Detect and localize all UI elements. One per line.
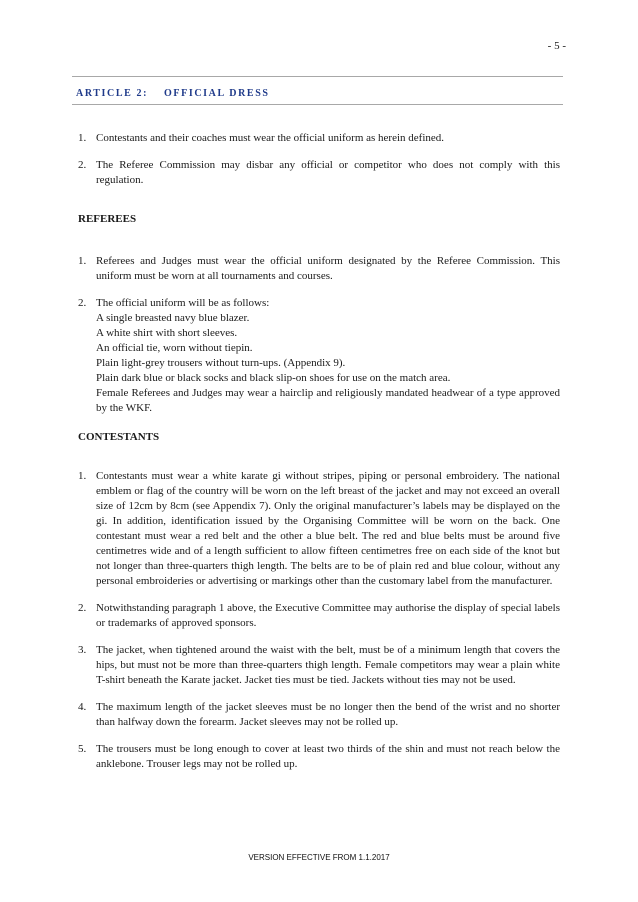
list-item: [78, 742, 560, 772]
item-text: Notwithstanding paragraph 1 above, the Executive Committee may authorise the display of special labels or trademarks of approved sponsors.: [96, 602, 560, 629]
contestants-section: [78, 469, 560, 772]
item-text: The Referee Commission may disbar any official or competitor who does not comply with this regulation.: [96, 159, 560, 186]
item-number: 1.: [78, 132, 87, 144]
page-footer: VERSION EFFECTIVE FROM 1.1.2017: [248, 853, 390, 862]
list-item: [78, 254, 560, 284]
item-number: 4.: [78, 701, 87, 713]
item-number: 1.: [78, 255, 87, 267]
item-number: 2.: [78, 602, 87, 614]
uniform-line: A white shirt with short sleeves.: [96, 327, 238, 339]
contestants-heading: CONTESTANTS: [78, 431, 160, 443]
referees-section: [78, 254, 560, 416]
item-text: Contestants must wear a white karate gi without stripes, piping or personal embroidery. The national emblem or flag of the country will be worn on the left breast of the jacket and may not exceed an overall size of 12cm by 8cm (see Appendix 7). Only the original manufacturer’s labels may be displayed on the gi. In addition, identification issued by the Organising Committee will be worn on the back. One contestant must wear a red belt and the other a blue belt. The red and blue belts must be around five centimetres wide and of a length sufficient to allow fifteen centimetres free on each side of the knot but not longer than three-quarters thigh length. The belts are to be of plain red and blue colour, without any personal embroideries or advertising or markings other than the customary label from the manufacturer.: [96, 470, 560, 587]
article-heading: [76, 88, 270, 99]
uniform-line: An official tie, worn without tiepin.: [96, 342, 253, 354]
article-rule-top: [72, 76, 563, 77]
item-text: The maximum length of the jacket sleeves must be no longer then the bend of the wrist and no shorter than halfway down the forearm. Jacket sleeves may not be rolled up.: [96, 701, 560, 728]
list-item: [78, 601, 560, 631]
list-item: [78, 131, 560, 146]
general-section: [78, 131, 560, 188]
list-item: [78, 700, 560, 730]
uniform-line: A single breasted navy blue blazer.: [96, 312, 250, 324]
article-rule-bottom: [72, 104, 563, 105]
list-item: [78, 469, 560, 589]
item-number: 2.: [78, 159, 87, 171]
list-item: [78, 158, 560, 188]
item-number: 2.: [78, 297, 87, 309]
list-item: [78, 296, 560, 416]
list-item: [78, 643, 560, 688]
item-number: 5.: [78, 743, 87, 755]
page-number: - 5 -: [547, 40, 566, 52]
article-title: OFFICIAL DRESS: [164, 88, 270, 99]
uniform-line: Plain dark blue or black socks and black slip-on shoes for use on the match area.: [96, 372, 451, 384]
item-text: The jacket, when tightened around the waist with the belt, must be of a minimum length that covers the hips, but must not be more than three-quarters thigh length. Female competitors may wear a plain white T-shirt beneath the Karate jacket. Jacket ties must be tied. Jackets without ties may not be used.: [96, 644, 560, 686]
item-text: Referees and Judges must wear the official uniform designated by the Referee Commission. This uniform must be worn at all tournaments and courses.: [96, 255, 560, 282]
item-number: 1.: [78, 470, 87, 482]
item-text: The trousers must be long enough to cover at least two thirds of the shin and must not reach below the anklebone. Trouser legs may not be rolled up.: [96, 743, 560, 770]
uniform-line: The official uniform will be as follows:: [96, 297, 270, 309]
referees-heading: REFEREES: [78, 213, 137, 225]
article-label: ARTICLE 2:: [76, 88, 149, 99]
item-number: 3.: [78, 644, 87, 656]
uniform-line: Female Referees and Judges may wear a hairclip and religiously mandated headwear of a type approved by the WKF.: [96, 387, 560, 414]
item-text: Contestants and their coaches must wear the official uniform as herein defined.: [96, 132, 445, 144]
uniform-line: Plain light-grey trousers without turn-ups. (Appendix 9).: [96, 357, 346, 369]
